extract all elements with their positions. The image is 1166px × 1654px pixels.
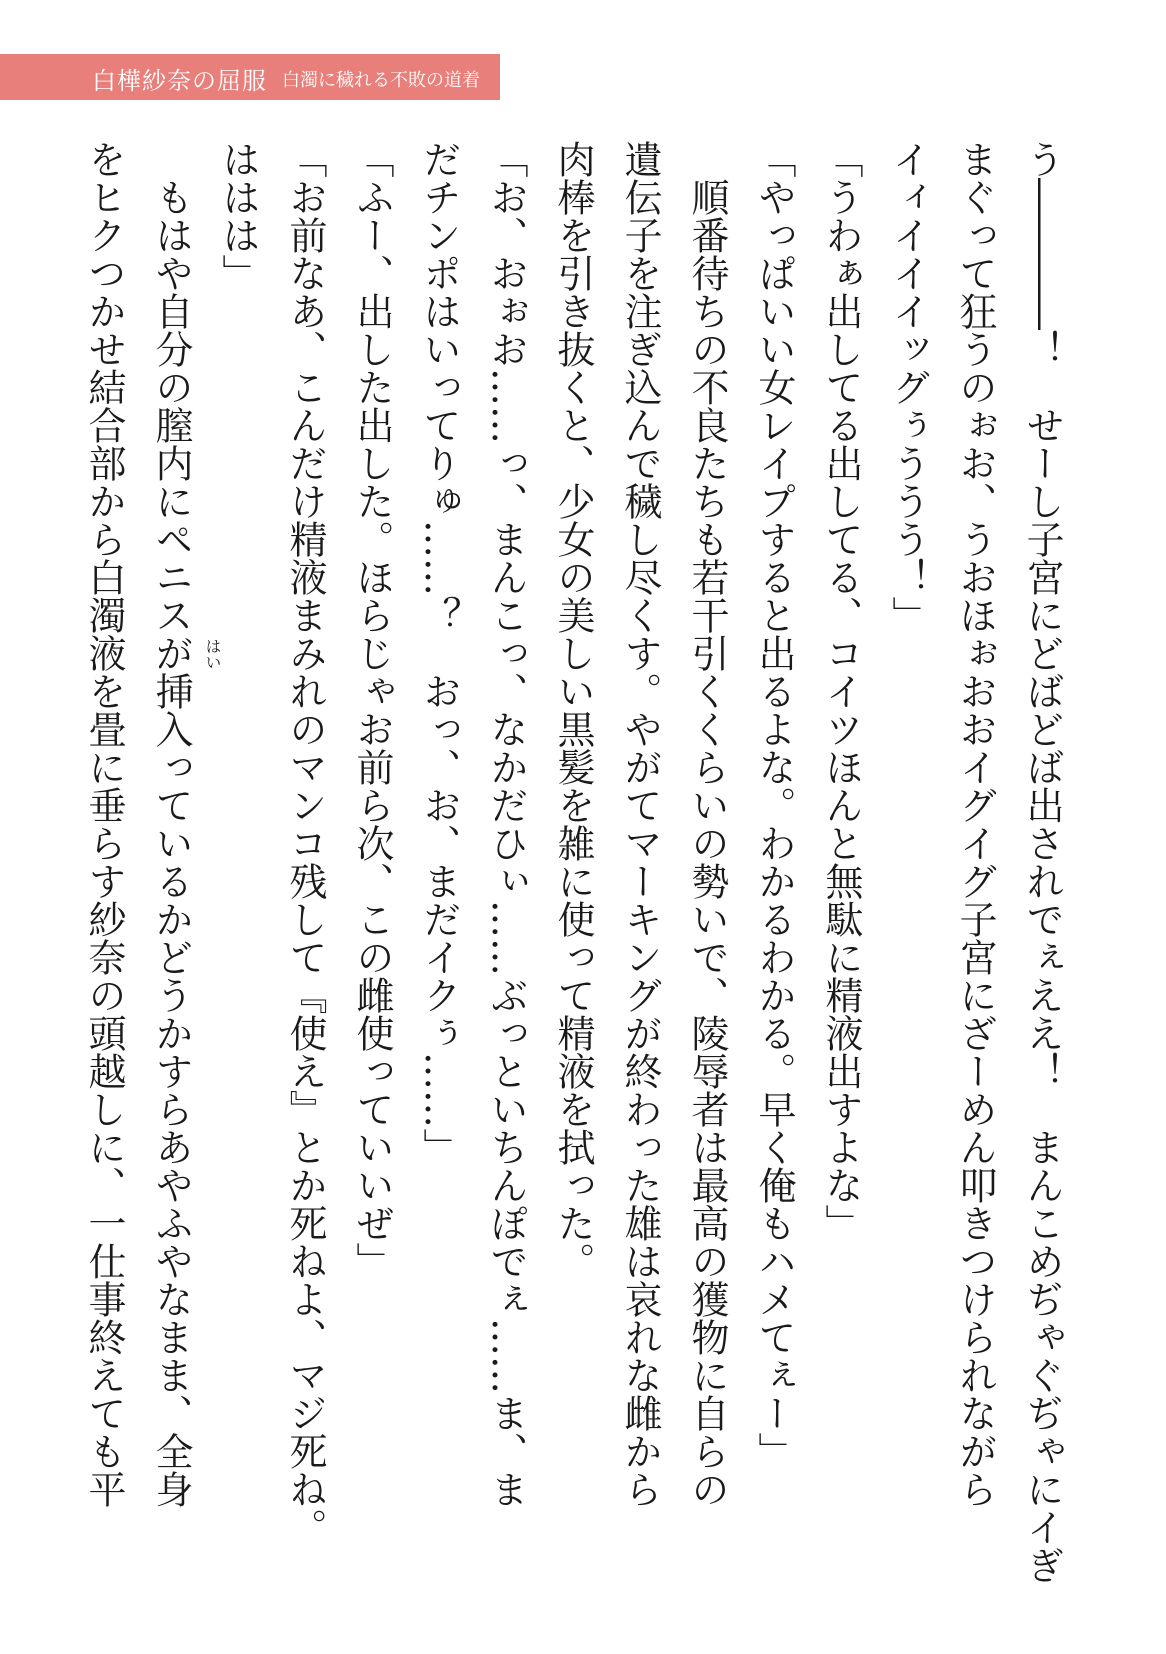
text-line: 「ふー、出した出した。ほらじゃお前ら次、この雌使っていいぜ」 [350,140,394,1280]
ruby-annotation: はい [203,638,222,670]
chapter-title: 白濁に穢れる不敗の道着 [282,70,480,91]
text-line: だチンポはいってりゅ……？ おっ、お、まだイクぅ……」 [417,140,461,1166]
text-line: 「お、おぉお……っ、まんこっ、なかだひぃ……ぶっといちんぽでぇ……ま、ま [484,140,528,1508]
text-line: をヒクつかせ結合部から白濁液を畳に垂らす紗奈の頭越しに、一仕事終えても平 [82,140,126,1508]
text-line: イィイイイッグぅううう！」 [886,140,930,634]
vertical-body-text [0,140,1166,1640]
text-line: 「やっぱいい女レイプすると出るよな。わかるわかる。早く俺もハメてぇー」 [752,140,796,1470]
text-line: 遺伝子を注ぎ込んで穢し尽くす。やがてマーキングが終わった雄は哀れな雌から [618,140,662,1508]
text-line: 「お前なあ、こんだけ精液まみれのマンコ残して『使え』とか死ねよ、マジ死ね。 [283,140,327,1546]
text-line: 「うわぁ出してる出してる、コイツほんと無駄に精液出すよな」 [819,140,863,1242]
text-line: 順番待ちの不良たちも若干引くくらいの勢いで、陵辱者は最高の獲物に自らの [685,140,729,1508]
text-line: 肉棒を引き抜くと、少女の美しい黒髪を雑に使って精液を拭った。 [551,140,595,1280]
running-header [0,54,500,100]
book-title: 白樺紗奈の屈服 [92,67,267,95]
text-line: ははは」 [216,140,260,292]
text-line: まぐって狂うのぉお、うおほぉおおイグイグ子宮にざーめん叩きつけられながら [953,140,997,1508]
text-line: もはや自分の膣内にペニスが挿入っているかどうかすらあやふやなまま、全身 [149,140,193,1508]
text-line: う――――！ せーし子宮にどばどば出されでぇええ！ まんこめぢゃぐぢゃにイぎ [1020,140,1064,1584]
